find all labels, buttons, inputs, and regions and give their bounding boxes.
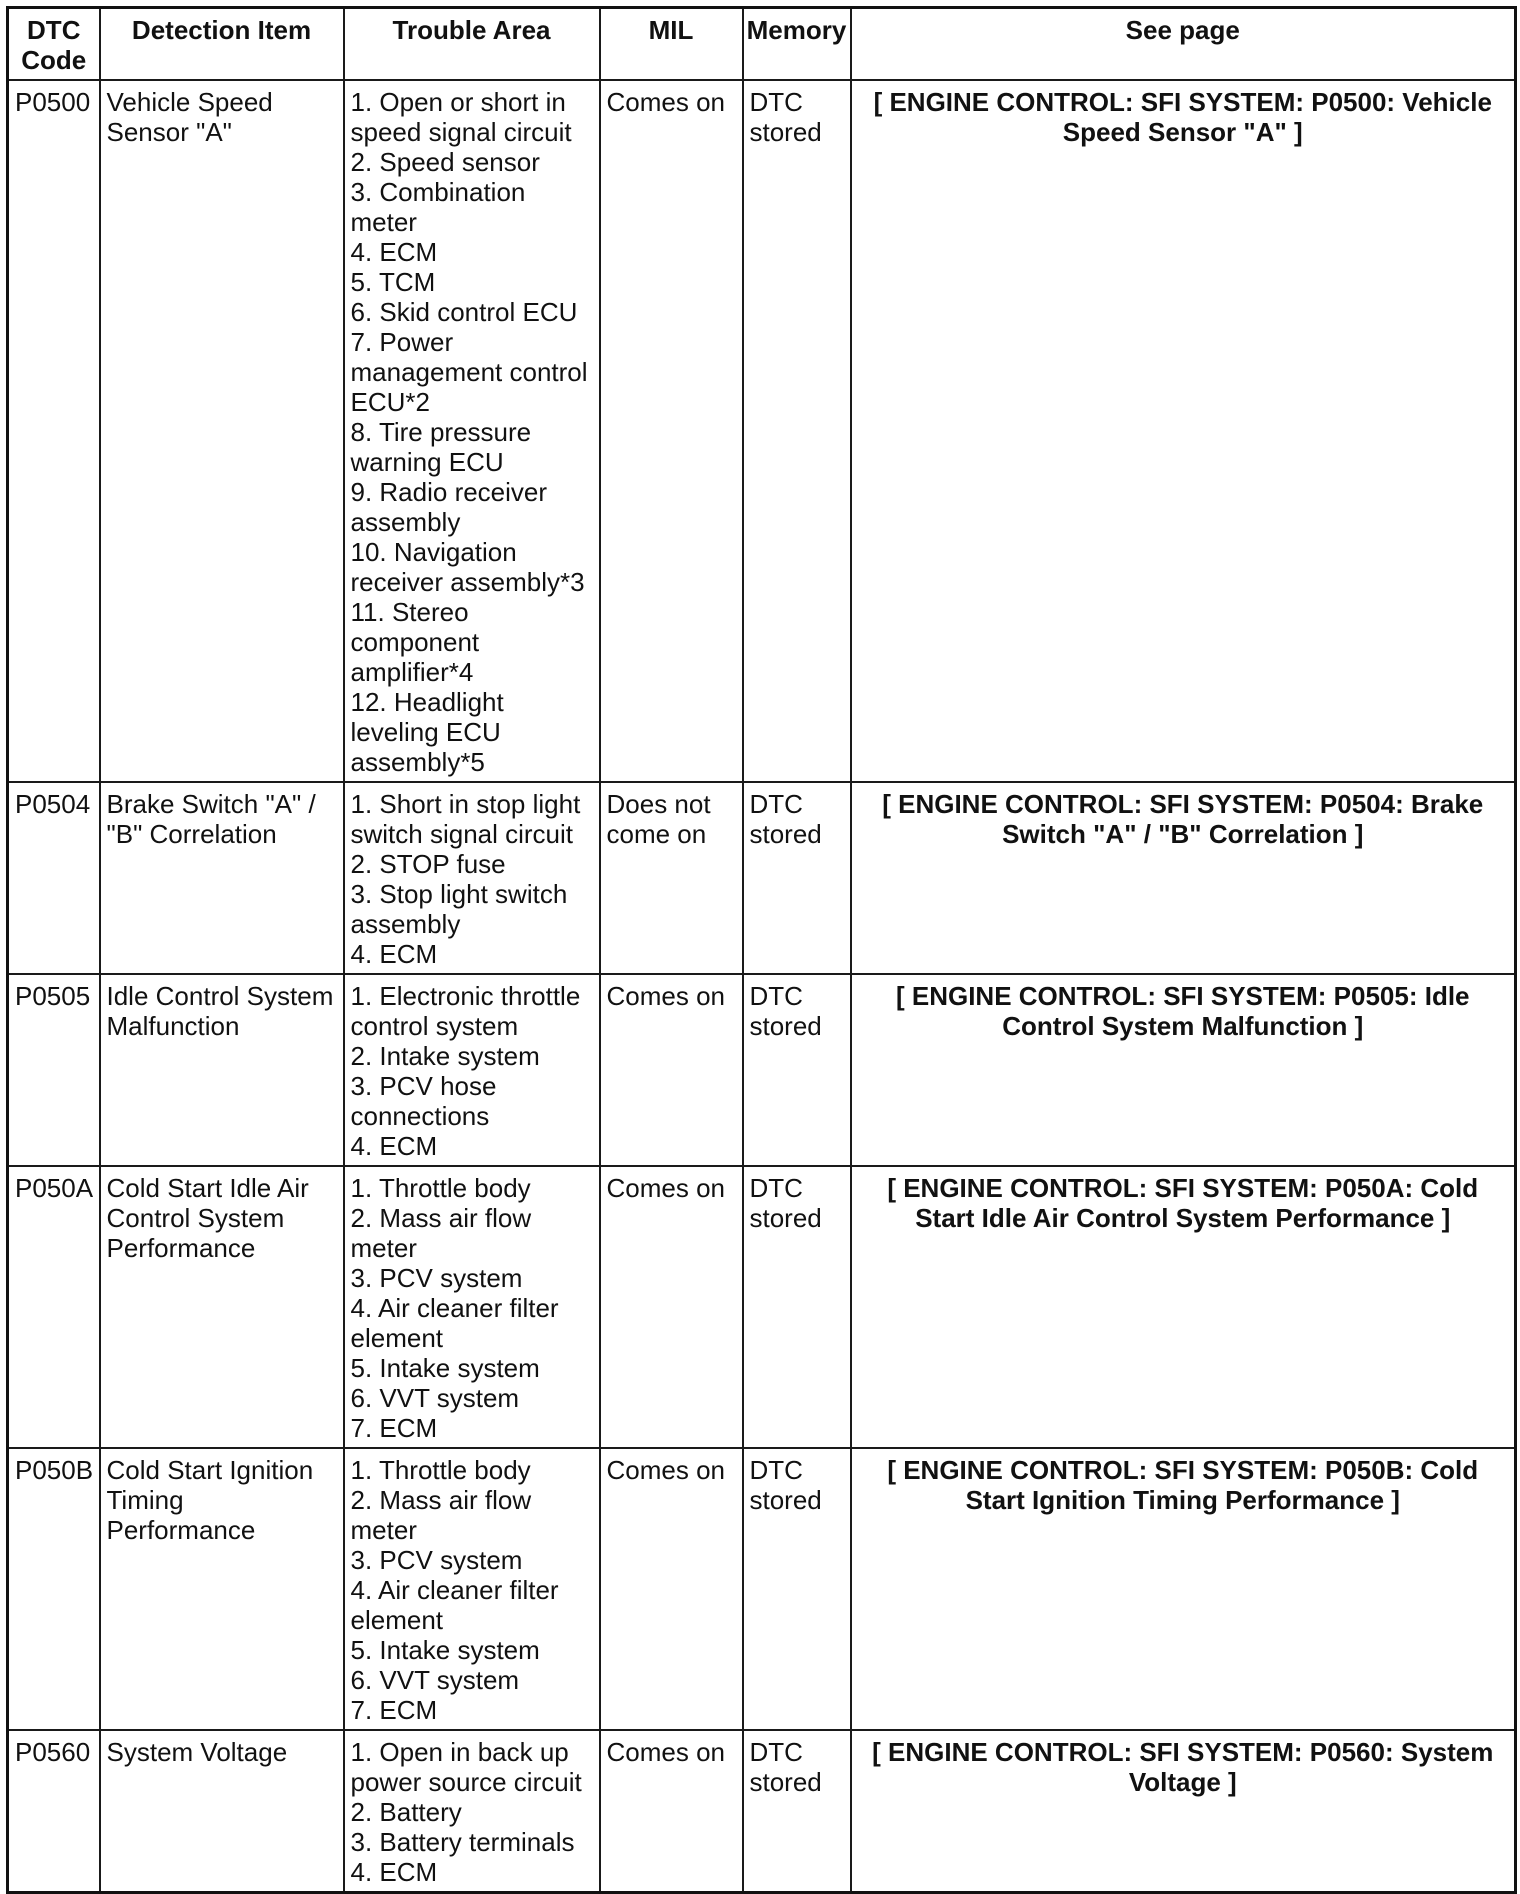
trouble-area-item: 8. Tire pressure warning ECU bbox=[350, 417, 532, 477]
see-page-link[interactable]: [ ENGINE CONTROL: SFI SYSTEM: P0500: Vehicle Speed Sensor "A" ] bbox=[851, 80, 1516, 782]
trouble-area-item: 7. ECM bbox=[350, 1695, 438, 1725]
trouble-area-cell bbox=[344, 1448, 600, 1730]
trouble-area-item: 6. Skid control ECU bbox=[350, 297, 578, 327]
trouble-area-item: 2. Speed sensor bbox=[350, 147, 540, 177]
trouble-area-item: 2. STOP fuse bbox=[350, 849, 506, 879]
table-row bbox=[8, 80, 1516, 782]
trouble-area-item: 3. PCV system bbox=[350, 1545, 523, 1575]
trouble-area-item: 1. Throttle body bbox=[350, 1173, 531, 1203]
table-row bbox=[8, 1166, 1516, 1448]
mil-cell: Comes on bbox=[600, 1166, 743, 1448]
memory-cell: DTC stored bbox=[743, 1730, 851, 1893]
trouble-area-item: 7. ECM bbox=[350, 1413, 438, 1443]
memory-cell: DTC stored bbox=[743, 782, 851, 974]
trouble-area-item: 4. ECM bbox=[350, 939, 438, 969]
mil-cell: Comes on bbox=[600, 80, 743, 782]
header-row bbox=[8, 8, 1516, 81]
trouble-area-item: 12. Headlight leveling ECU assembly*5 bbox=[350, 687, 504, 777]
trouble-area-cell bbox=[344, 80, 600, 782]
trouble-area-item: 5. Intake system bbox=[350, 1635, 540, 1665]
mil-cell: Comes on bbox=[600, 1730, 743, 1893]
header-detection-item: Detection Item bbox=[100, 8, 344, 81]
table-row bbox=[8, 1448, 1516, 1730]
trouble-area-item: 1. Electronic throttle control system bbox=[350, 981, 581, 1041]
table-row bbox=[8, 782, 1516, 974]
detection-item-cell: Idle Control System Malfunction bbox=[100, 974, 344, 1166]
trouble-area-cell bbox=[344, 782, 600, 974]
mil-cell: Comes on bbox=[600, 1448, 743, 1730]
trouble-area-cell bbox=[344, 1166, 600, 1448]
trouble-area-item: 4. Air cleaner filter element bbox=[350, 1293, 559, 1353]
see-page-link[interactable]: [ ENGINE CONTROL: SFI SYSTEM: P050B: Cold Start Ignition Timing Performance ] bbox=[851, 1448, 1516, 1730]
dtc-chart-page bbox=[6, 6, 1514, 1894]
dtc-code-cell: P0505 bbox=[8, 974, 100, 1166]
trouble-area-item: 7. Power management control ECU*2 bbox=[350, 327, 588, 417]
dtc-code-cell: P0560 bbox=[8, 1730, 100, 1893]
mil-cell: Comes on bbox=[600, 974, 743, 1166]
trouble-area-item: 9. Radio receiver assembly bbox=[350, 477, 548, 537]
header-dtc-code: DTC Code bbox=[8, 8, 100, 81]
trouble-area-item: 1. Open or short in speed signal circuit bbox=[350, 87, 572, 147]
trouble-area-item: 4. ECM bbox=[350, 237, 438, 267]
see-page-link[interactable]: [ ENGINE CONTROL: SFI SYSTEM: P050A: Cold Start Idle Air Control System Performance ] bbox=[851, 1166, 1516, 1448]
trouble-area-item: 3. Combination meter bbox=[350, 177, 526, 237]
header-trouble-area: Trouble Area bbox=[344, 8, 600, 81]
trouble-area-item: 3. Battery terminals bbox=[350, 1827, 575, 1857]
detection-item-cell: System Voltage bbox=[100, 1730, 344, 1893]
trouble-area-item: 1. Open in back up power source circuit bbox=[350, 1737, 582, 1797]
trouble-area-item: 4. ECM bbox=[350, 1857, 438, 1887]
trouble-area-item: 1. Throttle body bbox=[350, 1455, 531, 1485]
trouble-area-cell bbox=[344, 974, 600, 1166]
memory-cell: DTC stored bbox=[743, 1448, 851, 1730]
memory-cell: DTC stored bbox=[743, 974, 851, 1166]
detection-item-cell: Cold Start Idle Air Control System Performance bbox=[100, 1166, 344, 1448]
header-mil: MIL bbox=[600, 8, 743, 81]
detection-item-cell: Vehicle Speed Sensor "A" bbox=[100, 80, 344, 782]
trouble-area-item: 3. Stop light switch assembly bbox=[350, 879, 568, 939]
memory-cell: DTC stored bbox=[743, 80, 851, 782]
trouble-area-item: 4. ECM bbox=[350, 1131, 438, 1161]
trouble-area-item: 10. Navigation receiver assembly*3 bbox=[350, 537, 585, 597]
dtc-code-cell: P050B bbox=[8, 1448, 100, 1730]
trouble-area-item: 6. VVT system bbox=[350, 1383, 520, 1413]
header-see-page: See page bbox=[851, 8, 1516, 81]
trouble-area-item: 3. PCV system bbox=[350, 1263, 523, 1293]
trouble-area-item: 4. Air cleaner filter element bbox=[350, 1575, 559, 1635]
see-page-link[interactable]: [ ENGINE CONTROL: SFI SYSTEM: P0560: System Voltage ] bbox=[851, 1730, 1516, 1893]
trouble-area-item: 2. Battery bbox=[350, 1797, 462, 1827]
trouble-area-item: 5. Intake system bbox=[350, 1353, 540, 1383]
trouble-area-item: 3. PCV hose connections bbox=[350, 1071, 497, 1131]
trouble-area-item: 1. Short in stop light switch signal circuit bbox=[350, 789, 581, 849]
mil-cell: Does not come on bbox=[600, 782, 743, 974]
trouble-area-item: 2. Intake system bbox=[350, 1041, 540, 1071]
table-row bbox=[8, 1730, 1516, 1893]
dtc-code-cell: P0500 bbox=[8, 80, 100, 782]
trouble-area-cell bbox=[344, 1730, 600, 1893]
dtc-table-body bbox=[8, 80, 1516, 1893]
trouble-area-item: 2. Mass air flow meter bbox=[350, 1485, 532, 1545]
see-page-link[interactable]: [ ENGINE CONTROL: SFI SYSTEM: P0504: Brake Switch "A" / "B" Correlation ] bbox=[851, 782, 1516, 974]
detection-item-cell: Brake Switch "A" / "B" Correlation bbox=[100, 782, 344, 974]
trouble-area-item: 6. VVT system bbox=[350, 1665, 520, 1695]
see-page-link[interactable]: [ ENGINE CONTROL: SFI SYSTEM: P0505: Idle Control System Malfunction ] bbox=[851, 974, 1516, 1166]
table-row bbox=[8, 974, 1516, 1166]
memory-cell: DTC stored bbox=[743, 1166, 851, 1448]
trouble-area-item: 5. TCM bbox=[350, 267, 436, 297]
detection-item-cell: Cold Start Ignition Timing Performance bbox=[100, 1448, 344, 1730]
dtc-code-cell: P0504 bbox=[8, 782, 100, 974]
dtc-code-cell: P050A bbox=[8, 1166, 100, 1448]
trouble-area-item: 2. Mass air flow meter bbox=[350, 1203, 532, 1263]
header-memory: Memory bbox=[743, 8, 851, 81]
dtc-table bbox=[6, 6, 1517, 1894]
trouble-area-item: 11. Stereo component amplifier*4 bbox=[350, 597, 480, 687]
